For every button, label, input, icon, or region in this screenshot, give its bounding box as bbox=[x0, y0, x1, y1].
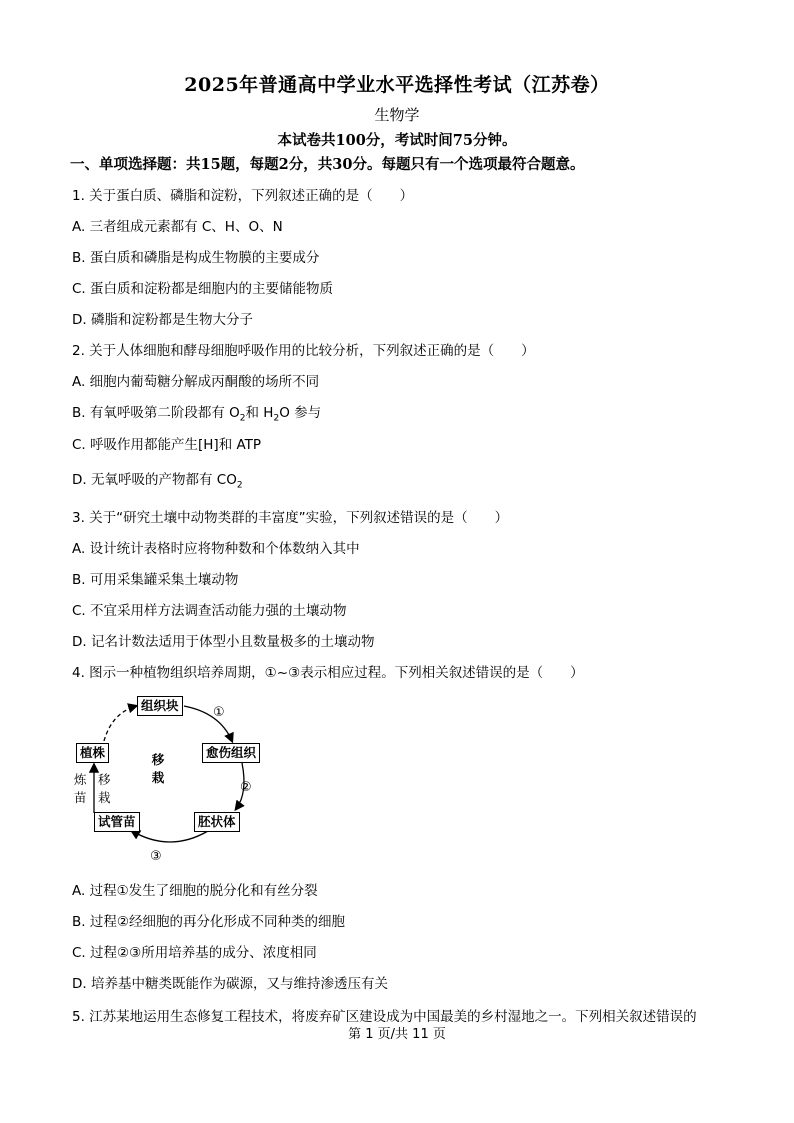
q4-option-d: D. 培养基中糖类既能作为碳源，又与维持渗透压有关 bbox=[72, 976, 388, 992]
label-transplant-center: 移栽 bbox=[151, 752, 165, 785]
q4-option-a: A. 过程①发生了细胞的脱分化和有丝分裂 bbox=[72, 883, 318, 899]
question-1-stem: 1. 关于蛋白质、磷脂和淀粉，下列叙述正确的是（ ） bbox=[72, 188, 414, 204]
tissue-culture-cycle-diagram bbox=[70, 693, 280, 868]
node-tissue-block: 组织块 bbox=[137, 696, 183, 716]
question-3-stem: 3. 关于“研究土壤中动物类群的丰富度”实验，下列叙述错误的是（ ） bbox=[72, 510, 509, 526]
process-3-marker: ③ bbox=[150, 849, 162, 864]
page-footer: 第 1 页/共 11 页 bbox=[348, 1027, 446, 1042]
q1-option-b: B. 蛋白质和磷脂是构成生物膜的主要成分 bbox=[72, 250, 320, 266]
q2-option-d: D. 无氧呼吸的产物都有 $CO_2$ bbox=[72, 472, 243, 491]
q4-option-c: C. 过程②③所用培养基的成分、浓度相同 bbox=[72, 945, 317, 961]
process-2-marker: ② bbox=[240, 780, 252, 795]
q3-option-c: C. 不宜采用样方法调查活动能力强的土壤动物 bbox=[72, 603, 347, 619]
q2-option-a: A. 细胞内葡萄糖分解成丙酮酸的场所不同 bbox=[72, 374, 320, 390]
question-2-stem: 2. 关于人体细胞和酵母细胞呼吸作用的比较分析，下列叙述正确的是（ ） bbox=[72, 343, 535, 359]
node-plant: 植株 bbox=[76, 743, 109, 763]
q2-option-b: B. 有氧呼吸第二阶段都有 $O_2$和 $H_2O$ 参与 bbox=[72, 405, 322, 424]
question-5-stem: 5. 江苏某地运用生态修复工程技术，将废弃矿区建设成为中国最美的乡村湿地之一。下列相关叙述错误的 bbox=[72, 1009, 697, 1025]
label-harden-seedling: 炼苗 bbox=[74, 772, 87, 805]
label-transplant-side: 移栽 bbox=[98, 772, 111, 805]
arrow-tissue-to-callus bbox=[184, 706, 232, 741]
exam-title: 2025年普通高中学业水平选择性考试（江苏卷） bbox=[184, 74, 610, 96]
q1-option-d: D. 磷脂和淀粉都是生物大分子 bbox=[72, 312, 253, 328]
section-heading: 一、单项选择题：共15题，每题2分，共30分。每题只有一个选项最符合题意。 bbox=[70, 156, 585, 173]
node-test-tube-seedling: 试管苗 bbox=[94, 812, 140, 832]
q3-option-b: B. 可用采集罐采集土壤动物 bbox=[72, 572, 239, 588]
exam-info: 本试卷共100分，考试时间75分钟。 bbox=[277, 132, 517, 149]
q3-option-a: A. 设计统计表格时应将物种数和个体数纳入其中 bbox=[72, 541, 360, 557]
subject-name: 生物学 bbox=[374, 106, 420, 124]
node-callus: 愈伤组织 bbox=[202, 743, 260, 763]
q1-option-a: A. 三者组成元素都有 C、H、O、N bbox=[72, 219, 283, 235]
arrow-plant-to-tissue-dashed bbox=[104, 706, 136, 741]
node-embryoid: 胚状体 bbox=[194, 812, 240, 832]
question-4-stem: 4. 图示一种植物组织培养周期，①~③表示相应过程。下列相关叙述错误的是（ ） bbox=[72, 665, 584, 681]
q1-option-c: C. 蛋白质和淀粉都是细胞内的主要储能物质 bbox=[72, 281, 334, 297]
q2-option-c: C. 呼吸作用都能产生[H]和 ATP bbox=[72, 437, 262, 453]
process-1-marker: ① bbox=[213, 705, 225, 720]
q4-option-b: B. 过程②经细胞的再分化形成不同种类的细胞 bbox=[72, 914, 345, 930]
q3-option-d: D. 记名计数法适用于体型小且数量极多的土壤动物 bbox=[72, 634, 375, 650]
arrow-embryoid-to-seedling bbox=[132, 831, 208, 842]
